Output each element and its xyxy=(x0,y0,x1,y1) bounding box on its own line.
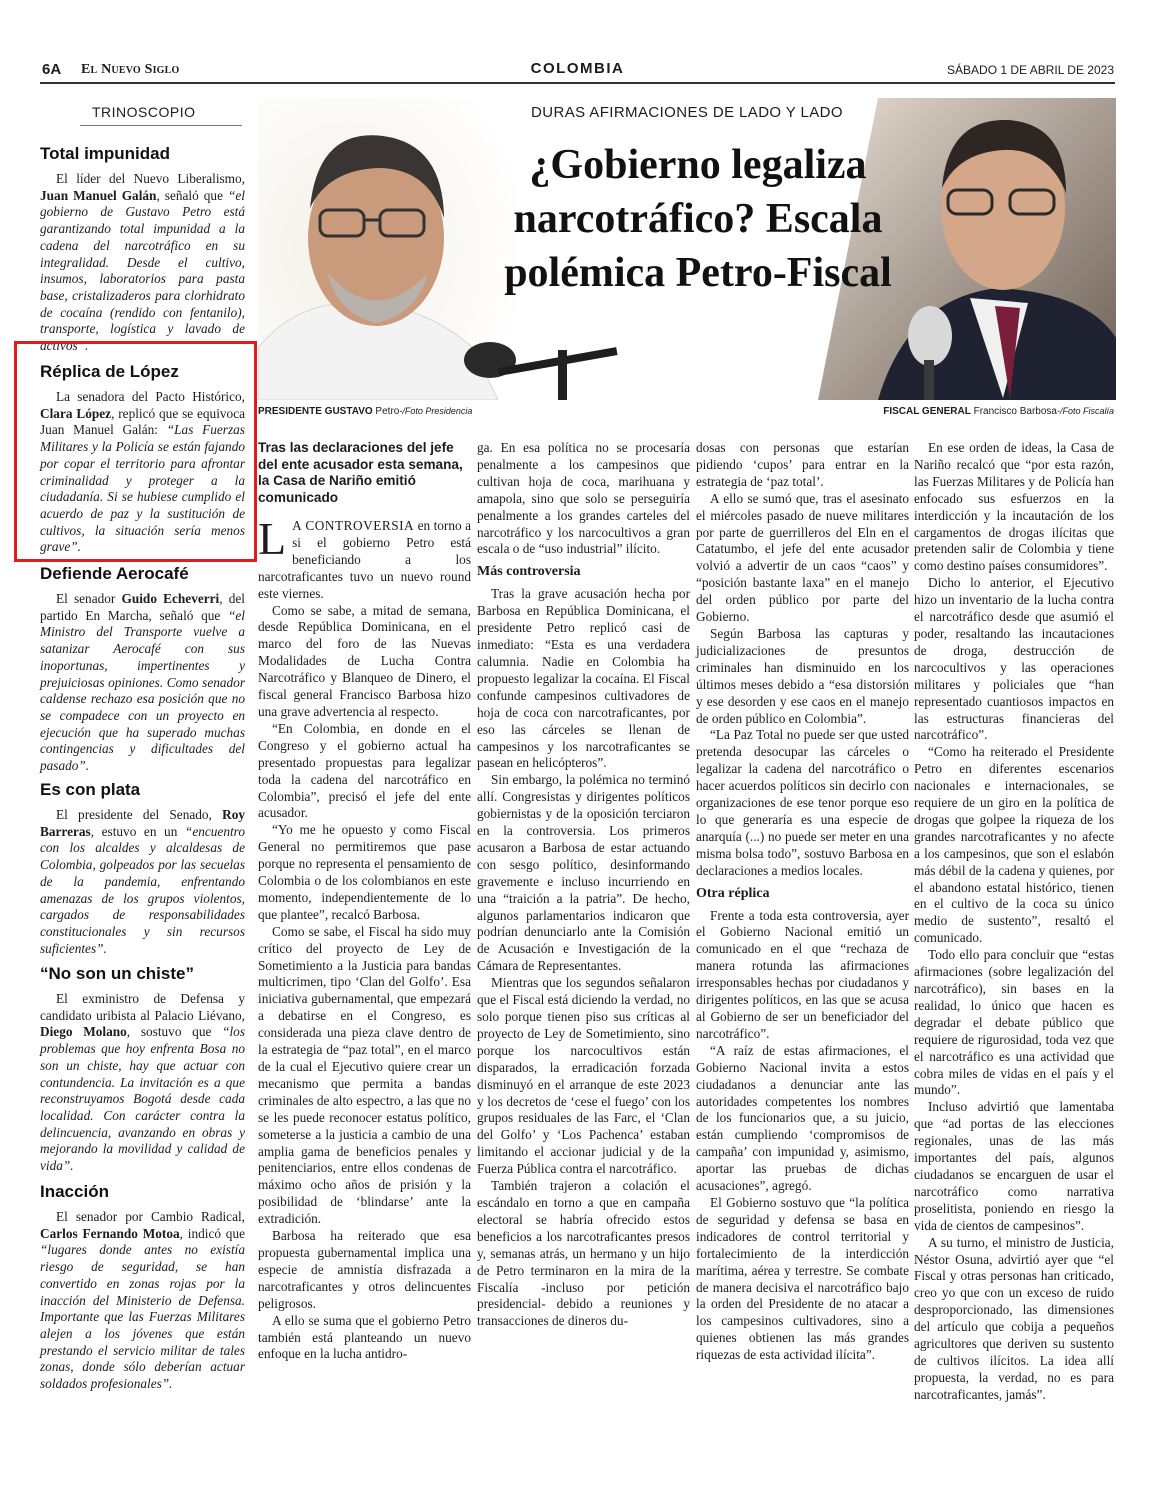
article-paragraph: Barbosa ha reiterado que esa propuesta gubernamental implica una especie de amnistía disfrazada a narcotraficantes y otros delincuentes peligrosos. xyxy=(258,1228,471,1311)
issue-date: SÁBADO 1 DE ABRIL DE 2023 xyxy=(947,63,1114,77)
article-headline: ¿Gobierno legaliza narcotráfico? Escala polémica Petro-Fiscal xyxy=(504,142,892,296)
publication-name: El Nuevo Siglo xyxy=(81,62,180,77)
article-kicker: DURAS AFIRMACIONES DE LADO Y LADO xyxy=(531,104,843,121)
article-paragraph: A su turno, el ministro de Justicia, Néstor Osuna, advirtió ayer que “el Fiscal y otras personas han criticado, creo yo que con un exceso de ruido desproporcionado, las dimensiones del artículo que cobija a pequeños agricultores que deriven su sustento de cultivos ilícitos. La idea allí propuesta, la verdad, no es para narcotraficantes, jamás”. xyxy=(914,1234,1114,1402)
article-column-3 xyxy=(696,440,909,1364)
article-lede: Tras las declaraciones del jefe del ente acusador esta semana, la Casa de Nariño emitió comunicado xyxy=(258,440,463,505)
article-paragraph: Como se sabe, a mitad de semana, desde República Dominicana, en el marco del foro de las Nuevas Modalidades de Lucha Contra Narcotráfico y Blanqueo de Dinero, el fiscal general Francisco Barbosa hizo una grave advertencia al respecto. xyxy=(258,602,471,719)
sidebar-item xyxy=(40,564,245,775)
article-paragraph: “En Colombia, en donde en el Congreso y el gobierno actual ha presentado propuestas para legalizar toda la cadena del narcotráfico en Colombia”, precisó el jefe del ente acusador. xyxy=(258,720,471,821)
article-paragraph: “Como ha reiterado el Presidente Petro en diferentes escenarios nacionales e internacionales, se requiere de un giro en la política de drogas que golpee la riqueza de los grandes narcotraficantes y no afecte a los campesinos, que son el eslabón más débil de la cadena y quienes, por el abandono estatal histórico, tienen en el cultivo de la coca su único medio de sustento”, resaltó el comunicado. xyxy=(914,744,1114,946)
sidebar-item-heading: Es con plata xyxy=(40,780,141,799)
trinoscopio-sidebar xyxy=(40,94,245,1394)
sidebar-item-body: El líder del Nuevo Liberalismo, Juan Manuel Galán, señaló que “el gobierno de Gustavo Petro está garantizando total impunidad a la cadena del narcotráfico en su integralidad. Desde el cultivo, insumos, laboratorios para pasta base, cristalizaderos para clorhidrato de cocaína (rendido con fentanilo), transporte, logística y lavado de activos”. xyxy=(40,171,245,354)
article-paragraph: Como se sabe, el Fiscal ha sido muy crítico del proyecto de Ley de Sometimiento a la Justicia para bandas multicrimen, tipo ‘Clan del Golfo’. Esa iniciativa gubernamental, que empezará a debatirse en el Congreso, es considerada una pieza clave dentro de la estrategia de “paz total”, en el marco de la cual el Ejecutivo quiere crear un mecanismo que permita a bandas criminales de alto espectro, a las que no se les puede reconocer estatus político, someterse a la justicia a cambio de una amplia gama de beneficios penales y penitenciarios, entre ellos condenas de máximo ocho años de prisión y la posibilidad de ‘blindarse’ ante la extradición. xyxy=(258,923,471,1227)
sidebar-item-heading: Inacción xyxy=(40,1182,109,1201)
hero-photo-area xyxy=(258,98,1116,400)
article-paragraph: Dicho lo anterior, el Ejecutivo hizo un inventario de la lucha contra el narcotráfico desde que asumió el poder, resaltando las incautaciones de droga, destrucción de narcocultivos y las operaciones militares y policiales que “han representado cuantiosos impactos en las estructuras financieras del narcotráfico”. xyxy=(914,575,1114,743)
sidebar-item-heading: Réplica de López xyxy=(40,362,179,381)
article-paragraph: Todo ello para concluir que “estas afirmaciones (sobre legalización del narcotráfico), sin bases en la realidad, lo único que hacen es degradar el debate público que requiere de rigurosidad, toda vez que el narcotráfico es una actividad que cobra miles de vidas en el país y el mundo”. xyxy=(914,947,1114,1098)
page-number: 6A xyxy=(42,61,62,78)
sidebar-item-heading: Defiende Aerocafé xyxy=(40,564,189,583)
photo-caption-left: PRESIDENTE GUSTAVO Petro-/Foto Presidencia xyxy=(258,406,473,417)
article-paragraph: dosas con personas que estarían pidiendo ‘cupos’ para entrar en la estrategia de ‘paz total’. xyxy=(696,440,909,489)
sidebar-title: TRINOSCOPIO xyxy=(92,104,196,120)
photo-caption-right: FISCAL GENERAL Francisco Barbosa-/Foto Fiscalía xyxy=(883,406,1114,417)
subheading-mas-controversia: Más controversia xyxy=(477,564,581,580)
highlight-box xyxy=(14,341,257,562)
sidebar-item xyxy=(40,780,245,957)
sidebar-item-body: El senador por Cambio Radical, Carlos Fernando Motoa, indicó que “lugares donde antes no existía riesgo de seguridad, se han convertido en zonas rojas por la inacción del Ministerio de Defensa. Importante que las Fuerzas Militares alejen a los jóvenes que están prestando el servicio militar de tales zonas, donde sólo deberían actuar soldados profesionales”. xyxy=(40,1209,245,1392)
article-paragraph: “La Paz Total no puede ser que usted pretenda desocupar las cárceles o legalizar la cadena del narcotráfico o hacer acuerdos políticos sin decirlo con organizaciones de ese tenor porque eso lo que generaría es una especie de anarquía (...) no puede ser meter en una misma bolsa todo”, sostuvo Barbosa en declaraciones a medios locales. xyxy=(696,727,909,878)
article-paragraph: A ello se suma que el gobierno Petro también está planteando un nuevo enfoque en la lucha antidro- xyxy=(258,1312,471,1362)
article-paragraph: También trajeron a colación el escándalo en torno a que en campaña electoral se habría ofrecido estos beneficios a los narcotraficantes presos y, semanas atrás, un hermano y un hijo de Petro terminaron en la mira de la Fiscalía -incluso por petición presidencial- debido a reuniones y transacciones de dineros du- xyxy=(477,1178,690,1329)
article-column-4 xyxy=(914,440,1114,1404)
article-paragraph: Según Barbosa las capturas y judicializaciones de presuntos criminales han disminuido en los últimos meses debido a “esa distorsión y ese desorden y ese caos en el manejo de orden público en Colombia”. xyxy=(696,625,909,726)
article-first-paragraph: L A CONTROVERSIA en torno a si el gobierno Petro está beneficiando a los narcotraficantes tuvo un nuevo round este viernes. xyxy=(258,513,471,601)
sidebar-title-rule xyxy=(80,125,242,126)
sidebar-item-body: El presidente del Senado, Roy Barreras, estuvo en un “encuentro con los alcaldes y alcaldesas de Colombia, golpeados por las secuelas de la pandemia, enfrentando amenazas de los grupos violentos, cargados de responsabilidades constitucionales y sin recursos suficientes”. xyxy=(40,807,245,956)
article-column-2 xyxy=(477,440,690,1330)
article-paragraph: Tras la grave acusación hecha por Barbosa en República Dominicana, el presidente Petro replicó casi de inmediato: “Esta es una verdadera calumnia. Nadie en Colombia ha propuesto legalizar la cocaína. El Fiscal confunde campesinos cultivadores de hoja de coca con narcotraficantes, por eso las cárceles se llenan de campesinos y los narcotraficantes se pasean en helicópteros”. xyxy=(477,586,690,771)
article-paragraph: El Gobierno sostuvo que “la política de seguridad y defensa se basa en indicadores de control territorial y fortalecimiento de la interdicción marítima, aérea y terrestre. Se combate de manera decisiva el narcotráfico bajo la orden del Presidente de no atacar a los campesinos cultivadores, sino a quienes obtienen las más grandes riquezas de esta actividad ilícita”. xyxy=(696,1194,909,1363)
article-paragraph: Frente a toda esta controversia, ayer el Gobierno Nacional emitió un comunicado en el que “rechaza de manera rotunda las afirmaciones irresponsables hechas por ciudadanos y dirigentes políticos, en las que se acusa al Gobierno de ser un beneficiador del narcotráfico”. xyxy=(696,907,909,1041)
header-rule xyxy=(40,82,1115,84)
sidebar-item xyxy=(40,144,245,355)
sidebar-item-heading: “No son un chiste” xyxy=(40,964,194,983)
sidebar-item xyxy=(40,964,245,1175)
subheading-otra-replica: Otra réplica xyxy=(696,885,770,901)
article-paragraph: Mientras que los segundos señalaron que el Fiscal está diciendo la verdad, no solo porque tienen piso sus críticas al proyecto de Ley de Sometimiento, sino porque los narcocultivos están disparados, la erradicación forzada disminuyó en el arranque de este 2023 y los decretos de ‘cese el fuego’ con los grupos residuales de las Farc, el ‘Clan del Golfo’ y ‘Los Pachenca’ estaban limitando el accionar judicial y de la Fuerza Pública contra el narcotráfico. xyxy=(477,975,690,1177)
article-paragraph: “Yo me he opuesto y como Fiscal General no permitiremos que pase porque no representa el pensamiento de Colombia o de los colombianos en este momento, independientemente de lo que plantee”, recalcó Barbosa. xyxy=(258,822,471,922)
article-paragraph: En ese orden de ideas, la Casa de Nariño recalcó que “por esta razón, las Fuerzas Militares y de Policía han enfocado sus esfuerzos en la interdicción y la incautación de los cargamentos de drogas ilícitas que pretenden salir de Colombia y tiene como destino países consumidores”. xyxy=(914,440,1114,574)
article-column-1 xyxy=(258,440,471,1363)
sidebar-item-body: El exministro de Defensa y candidato uribista al Palacio Liévano, Diego Molano, sostuvo que “los problemas que hoy enfrenta Bosa no son un chiste, hay que actuar con contundencia. La invitación es a que reconstruyamos Bogotá desde cada localidad. Con carácter contra la delincuencia, avanzando en obras y mejorando la movilidad y calidad de vida”. xyxy=(40,991,246,1174)
sidebar-item-body: El senador Guido Echeverri, del partido En Marcha, señaló que “el Ministro del Transporte vuelve a satanizar Aerocafé con sus inoportunas, impertinentes y prejuiciosas opiniones. Como senador caldense rechazo esa posición que no se compadece con un proyecto en ejecución que ha superado muchas contingencias y dificultades del pasado”. xyxy=(40,591,245,774)
sidebar-item-heading: Total impunidad xyxy=(40,144,171,163)
article-paragraph: Sin embargo, la polémica no terminó allí. Congresistas y dirigentes políticos gobiernistas y de la oposición terciaron en la controversia. Los primeros acusaron a Barbosa de estar actuando con sesgo político, desinformando gravemente e incluso incurriendo en una “traición a la patria”. De hecho, algunos parlamentarios indicaron que podrían denunciarlo ante la Comisión de Acusación e Investigación de la Cámara de Representantes. xyxy=(477,772,690,974)
sidebar-item xyxy=(40,1182,245,1393)
article-paragraph: ga. En esa política no se procesaría penalmente a los campesinos que cultivan hoja de coca, marihuana y amapola, sino que solo se perseguiría penalmente a los grandes carteles del narcotráfico y los narcocultivos a gran escala o de “uso industrial” ilícito. xyxy=(477,440,690,557)
drop-cap: L xyxy=(258,513,287,564)
article-paragraph: “A raíz de estas afirmaciones, el Gobierno Nacional invita a estos ciudadanos a denunciar ante las autoridades competentes los nombres de los funcionarios que, a su juicio, están cumpliendo ‘compromisos de campaña’ con impunidad y, asimismo, aportar las pruebas de dichas acusaciones”, agregó. xyxy=(696,1042,909,1194)
article-paragraph: A ello se sumó que, tras el asesinato el miércoles pasado de nueve militares por parte de guerrilleros del Eln en el Catatumbo, el jefe del ente acusador volvió a advertir de un caos “caos” y “posición bastante laxa” en el manejo del orden público por parte del Gobierno. xyxy=(696,490,909,625)
article-paragraph: Incluso advirtió que lamentaba que “ad portas de las elecciones regionales, unas de las más importantes del país, algunos ciudadanos se encarguen de usar el narcotráfico como narrativa proselitista, poniendo en riesgo la vida de cientos de campesinos”. xyxy=(914,1099,1114,1233)
sidebar-item-body: La senadora del Pacto Histórico, Clara López, replicó que se equivoca Juan Manuel Galán: “Las Fuerzas Militares y la Policía se están fajando por copar el territorio para afrontar criminalidad y proteger a la ciudadanía. Si se hubiese cumplido el acuerdo de paz y la sustitución de cultivos, la situación sería menos grave”. xyxy=(40,389,245,555)
section-title: COLOMBIA xyxy=(530,60,625,77)
